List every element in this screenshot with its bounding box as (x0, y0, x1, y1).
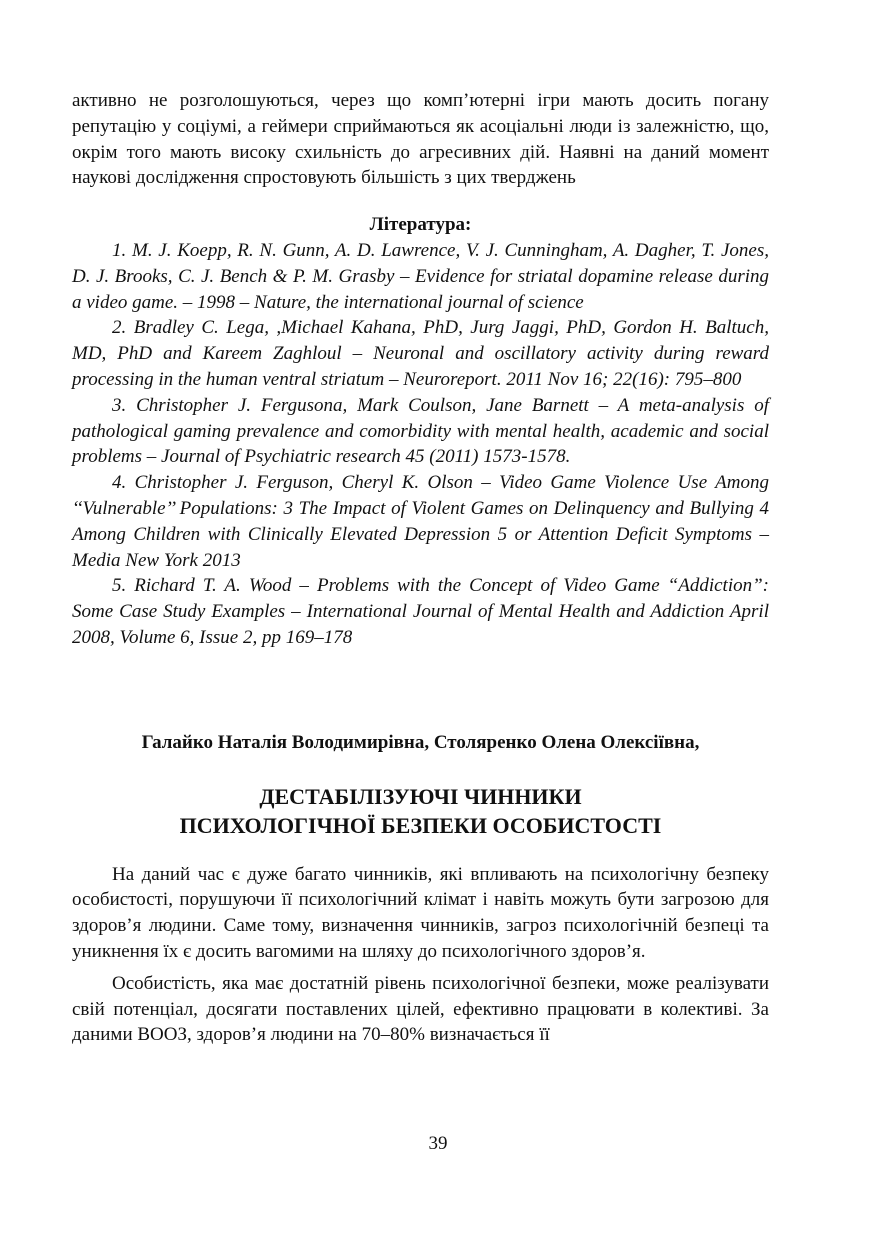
reference-list (72, 238, 769, 651)
article-title (72, 782, 769, 840)
page-number: 39 (428, 1133, 448, 1154)
body-paragraph: На даний час є дуже багато чинників, які впливають на психологічну безпеку особистості, порушуючи її психологічний клімат і навіть можуть бути загрозою для здоров’я людини. Саме тому, визначення чинників, загроз психологічній безпеці та уникнення їх є досить вагомими на шляху до психологічного здоров’я. (72, 863, 769, 962)
reference-item: 5. Richard T. A. Wood – Problems with the Concept of Video Game “Addiction”: Some Case Study Examples – International Journal of Mental Health and Addiction April 2008, Volume 6, Issue 2, pp 169–178 (72, 575, 769, 648)
article-body (72, 862, 769, 1049)
document-page (72, 88, 769, 1048)
article-title-line: ДЕСТАБІЛІЗУЮЧІ ЧИННИКИ (259, 783, 582, 809)
literature-heading: Література: (369, 214, 472, 236)
body-paragraph: Особистість, яка має достатній рівень психологічної безпеки, може реалізувати свій потенціал, досягати поставлених цілей, ефективно працювати в колективі. За даними ВООЗ, здоров’я людини на 70–80% визначається її (72, 972, 769, 1046)
intro-paragraph: активно не розголошуються, через що комп’ютерні ігри мають досить погану репутацію у соціумі, а геймери сприймаються як асоціальні люди із залежністю, що, окрім того мають високу схильність до агресивних дій. Наявні на даний момент наукові дослідження спростовують більшість з цих тверджень (72, 90, 769, 189)
reference-item: 3. Christopher J. Fergusona, Mark Coulson, Jane Barnett – A meta-analysis of pathological gaming prevalence and comorbidity with mental health, academic and social problems – Journal of Psychiatric research 45 (2011) 1573-1578. (72, 394, 769, 468)
article-title-line: ПСИХОЛОГІЧНОЇ БЕЗПЕКИ ОСОБИСТОСТІ (179, 812, 662, 838)
article-authors: Галайко Наталія Володимирівна, Столяренко Олена Олексіївна, (141, 731, 700, 753)
reference-item: 4. Christopher J. Ferguson, Cheryl K. Olson – Video Game Violence Use Among ‘‘Vulnerable’’ Populations: 3 The Impact of Violent Games on Delinquency and Bullying 4 Among Children with Clinically Elevated Depression 5 or Attention Deficit Symptoms – Media New York 2013 (72, 472, 769, 571)
reference-item: 1. M. J. Koepp, R. N. Gunn, A. D. Lawrence, V. J. Cunningham, A. Dagher, T. Jones, D. J. Brooks, C. J. Bench & P. M. Grasby – Evidence for striatal dopamine release during a video game. – 1998 – Nature, the international journal of science (72, 239, 769, 313)
reference-item: 2. Bradley C. Lega, ,Michael Kahana, PhD, Jurg Jaggi, PhD, Gordon H. Baltuch, MD, PhD and Kareem Zaghloul – Neuronal and oscillatory activity during reward processing in the human ventral striatum – Neuroreport. 2011 Nov 16; 22(16): 795–800 (72, 317, 769, 390)
